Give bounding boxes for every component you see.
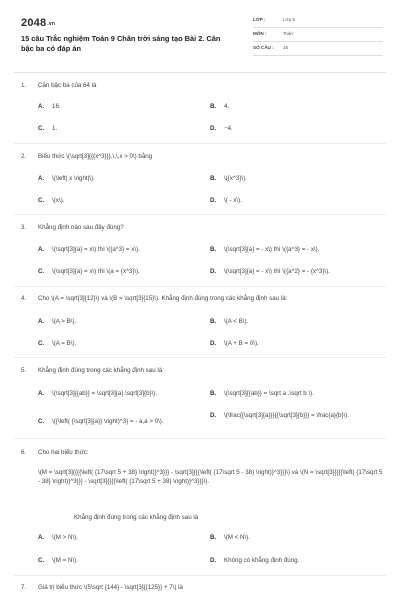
option-4a[interactable] (38, 318, 198, 326)
meta-row-subject (253, 28, 383, 42)
meta-row-count (253, 42, 383, 56)
option-text: Không có khẳng định đúng. (224, 557, 300, 564)
question-text: Cho \(A = \sqrt[3]{12}\) và \(B = \sqrt[3]{15}\). Khẳng định đúng trong các khẳng định sau là: (38, 295, 288, 302)
option-letter: A. (38, 390, 45, 397)
option-6d[interactable] (210, 557, 380, 565)
question-text: Cho hai biểu thức: (38, 449, 89, 456)
option-text: \( - x\). (224, 197, 242, 204)
logo-suffix: .vn (47, 21, 56, 27)
meta-value: 15 (283, 45, 289, 51)
question-number: 5. (21, 367, 27, 374)
question-text: Biểu thức \(\sqrt[3]{{{x^3}}},\,\,x > 0\) bằng (38, 153, 153, 160)
option-text: \(\left| x \right|\). (52, 175, 95, 182)
option-letter: B. (210, 390, 217, 397)
option-letter: D. (210, 125, 217, 132)
question-number: 1. (21, 82, 27, 89)
question-subprompt: Khẳng định đúng trong các khẳng định sau là (74, 514, 199, 521)
meta-label: MÔN : (253, 31, 267, 37)
document-header (0, 0, 400, 66)
meta-row-class (253, 14, 383, 28)
question-text: Căn bậc ba của 64 là (38, 82, 97, 89)
option-letter: C. (38, 418, 45, 425)
option-6b[interactable] (210, 534, 380, 542)
question-number: 4. (21, 295, 27, 302)
option-3c[interactable] (38, 268, 203, 276)
document-title: 15 câu Trắc nghiệm Toán 9 Chân trời sáng tạo Bài 2. Căn bậc ba có đáp án (21, 34, 221, 54)
option-letter: A. (38, 534, 45, 541)
option-text: 4. (224, 103, 230, 110)
question-text: Khẳng định đúng trong các khẳng định sau là: (38, 367, 164, 374)
option-text: \(M > N\). (52, 534, 78, 541)
question-number: 2. (21, 153, 27, 160)
option-2b[interactable] (210, 175, 380, 183)
option-letter: B. (210, 175, 217, 182)
option-letter: C. (38, 197, 45, 204)
question-number: 7. (21, 584, 27, 591)
option-1b[interactable] (210, 103, 380, 111)
question-divider (14, 357, 386, 358)
option-text: \(A > B\). (52, 318, 77, 325)
option-text: \({x^3}\). (224, 175, 247, 182)
option-3a[interactable] (38, 246, 203, 254)
option-text: \(\sqrt[3]{a} = x\) thì \({a^3} = x\). (52, 246, 140, 253)
option-text: \(\sqrt[3]{{ab}} = \sqrt a .\sqrt b \). (224, 390, 314, 397)
option-2a[interactable] (38, 175, 198, 183)
question-body: \(M = \sqrt[3]{{{{\left( {17\sqrt 5 + 38} \right)}^3}}} - \sqrt[3]{{{\left( {17\sqrt 5 - 38} \right)}^3}}}\) và \(N = \sqrt[3]{{{{\left( {17\sqrt 5 - 38} \right)}^3}}} - \sqrt[3]{{{{\left( {17\sqrt 5 + 38} \right)}^3}}}\). (38, 469, 383, 485)
option-text: 1. (52, 125, 58, 132)
option-text: \(\sqrt[3]{{ab}} = \sqrt[3]{a}.\sqrt[3]{b}\). (52, 390, 158, 397)
option-text: \(A + B = 0\). (224, 340, 259, 347)
question-6 (21, 449, 381, 457)
question-divider (14, 143, 386, 144)
option-text: 16. (52, 103, 61, 110)
option-5b[interactable] (210, 390, 388, 398)
option-5a[interactable] (38, 390, 206, 398)
option-1c[interactable] (38, 125, 198, 133)
option-2c[interactable] (38, 197, 198, 205)
option-4b[interactable] (210, 318, 380, 326)
option-text: \(M < N\). (224, 534, 250, 541)
question-5 (21, 367, 381, 375)
option-letter: D. (210, 412, 217, 419)
question-divider (14, 214, 386, 215)
question-number: 3. (21, 224, 27, 231)
document-meta (253, 14, 383, 56)
option-text: \(\sqrt[3]{a} = - x\) thì \({a^2} = - {x^3}\). (224, 268, 330, 275)
option-5c[interactable] (38, 418, 206, 426)
option-letter: C. (38, 557, 45, 564)
option-text: \(A < B\). (224, 318, 249, 325)
option-2d[interactable] (210, 197, 380, 205)
site-logo[interactable] (21, 16, 55, 31)
option-text: −4. (224, 125, 233, 132)
option-text: \(x\). (52, 197, 65, 204)
question-divider (14, 286, 386, 287)
meta-value: Lớp 9 (283, 17, 295, 23)
meta-value: Toán (283, 31, 293, 37)
option-letter: A. (38, 103, 45, 110)
option-4d[interactable] (210, 340, 380, 348)
option-5d[interactable] (210, 412, 388, 420)
option-1d[interactable] (210, 125, 380, 133)
question-number: 6. (21, 449, 27, 456)
option-letter: A. (38, 246, 45, 253)
option-letter: A. (38, 318, 45, 325)
option-text: \({\left( {\sqrt[3]{a}} \right)^3} = - a,a > 0\). (52, 418, 164, 425)
option-letter: A. (38, 175, 45, 182)
option-letter: C. (38, 125, 45, 132)
option-text: \(\frac{{\sqrt[3]{a}}}{{\sqrt[3]{b}}} = \frac{a}{b}\). (224, 412, 350, 419)
option-letter: B. (210, 534, 217, 541)
question-3 (21, 224, 381, 232)
option-3d[interactable] (210, 268, 388, 276)
option-letter: B. (210, 103, 217, 110)
question-divider (14, 575, 386, 576)
option-letter: C. (38, 268, 45, 275)
option-3b[interactable] (210, 246, 388, 254)
question-text: Khẳng định nào sau đây đúng? (38, 224, 124, 231)
option-letter: B. (210, 246, 217, 253)
option-text: \(A = B\). (52, 340, 77, 347)
question-7 (21, 584, 381, 592)
option-letter: D. (210, 268, 217, 275)
question-text: Giá trị biểu thức \(5\sqrt {144} - \sqrt[3]{{125}} + 7\) là (38, 584, 183, 591)
option-6a[interactable] (38, 534, 198, 542)
option-text: \(\sqrt[3]{a} = x\) thì \(a = {x^3}\). (52, 268, 140, 275)
question-4 (21, 295, 381, 303)
option-4c[interactable] (38, 340, 198, 348)
option-text: \(M = N\). (52, 557, 78, 564)
option-letter: B. (210, 318, 217, 325)
logo-text: 2048 (21, 17, 47, 29)
meta-label: LỚP : (253, 17, 266, 23)
option-6c[interactable] (38, 557, 198, 565)
option-letter: D. (210, 340, 217, 347)
option-letter: C. (38, 340, 45, 347)
question-2 (21, 153, 381, 161)
option-letter: D. (210, 557, 217, 564)
option-text: \(\sqrt[3]{a} = - x\) thì \({a^3} = - x\). (224, 246, 320, 253)
question-divider (14, 438, 386, 439)
option-letter: D. (210, 197, 217, 204)
meta-label: SỐ CÂU : (253, 45, 274, 51)
question-1 (21, 82, 381, 90)
option-1a[interactable] (38, 103, 198, 111)
header-divider (14, 72, 386, 73)
